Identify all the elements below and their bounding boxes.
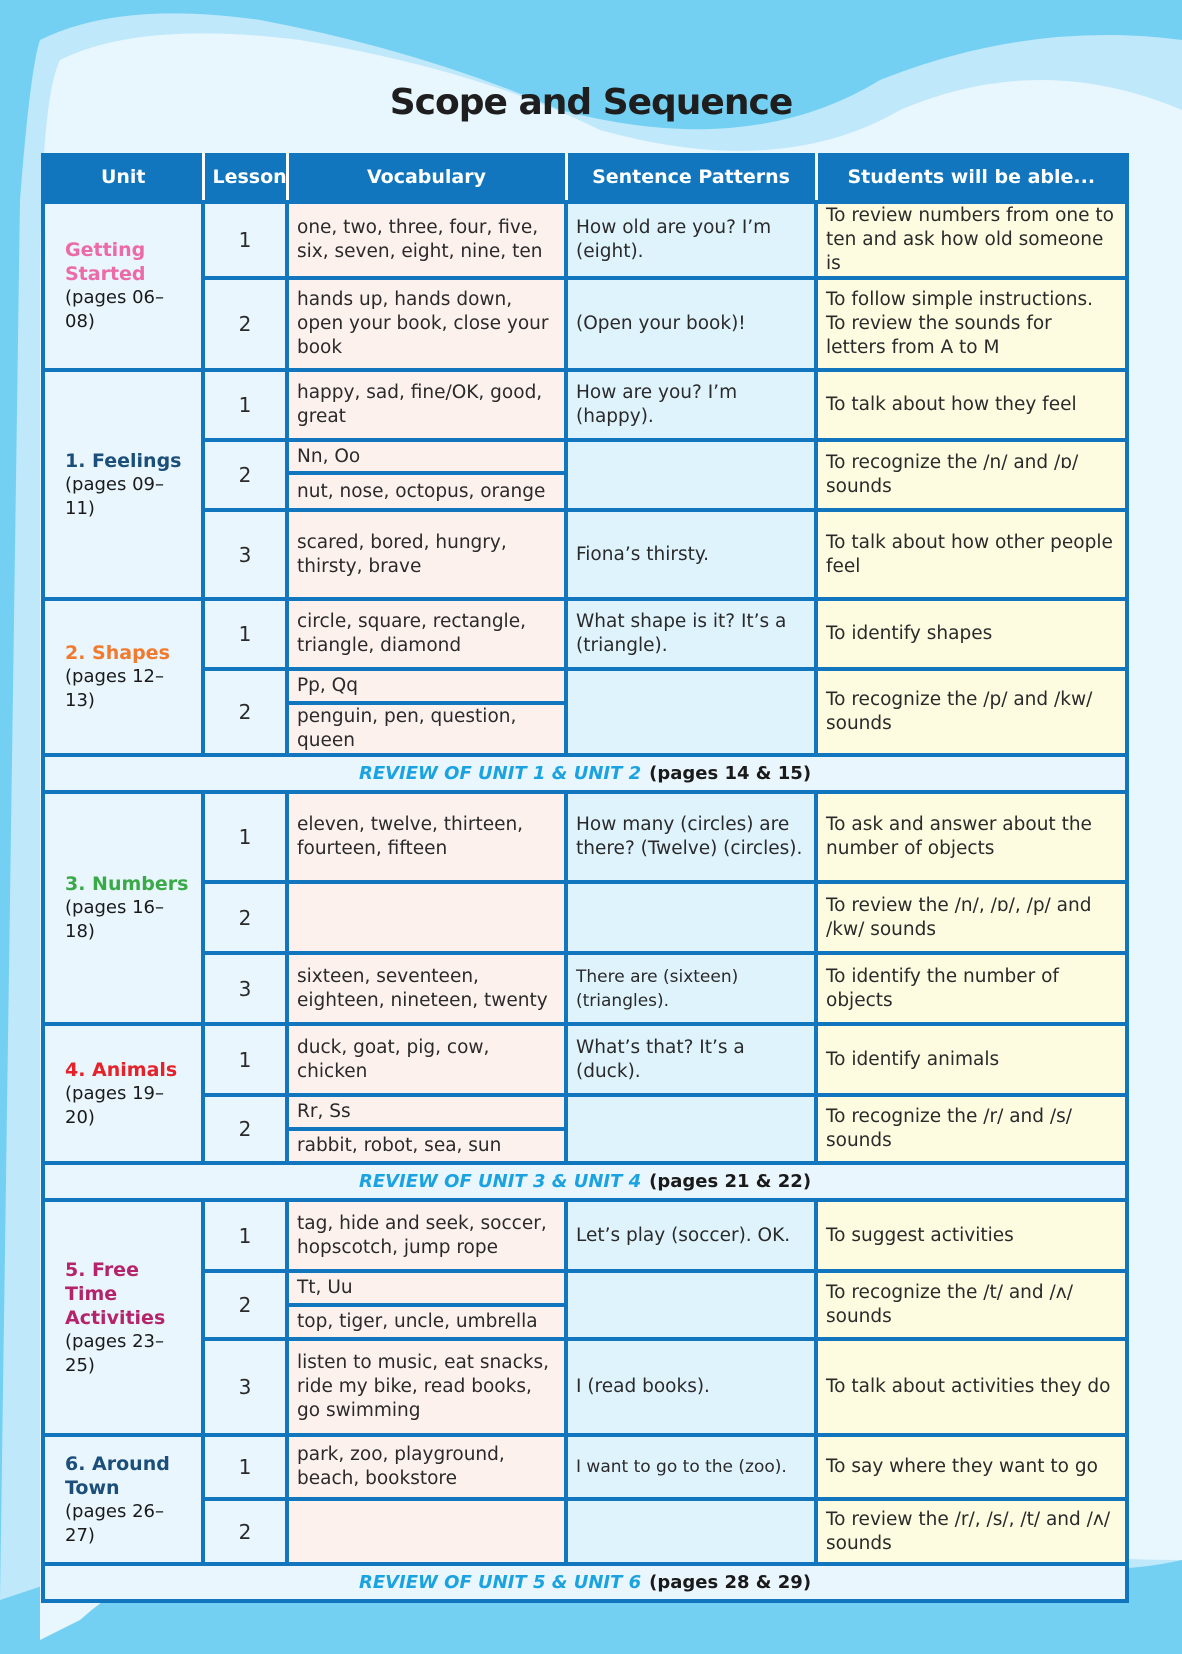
unit-pages: (pages 12–13) (65, 666, 164, 711)
unit-animals (43, 1024, 203, 1163)
lesson-number: 1 (203, 792, 287, 882)
lesson-number: 2 (203, 440, 287, 510)
vocabulary-cell: one, two, three, four, five, six, seven, eight, nine, ten (287, 202, 566, 278)
lesson-number: 1 (203, 370, 287, 440)
vocabulary-cell: tag, hide and seek, soccer, hopscotch, jump rope (287, 1200, 566, 1271)
header-row (43, 153, 1127, 202)
unit-name: 6. Around Town (65, 1452, 170, 1499)
unit-name: Getting Started (65, 239, 146, 285)
unit-pages: (pages 26–27) (65, 1500, 164, 1546)
unit-name: 3. Numbers (65, 873, 189, 895)
objective-cell: To recognize the /p/ and /kw/ sounds (816, 669, 1127, 755)
objective-cell: To recognize the /r/ and /s/ sounds (816, 1095, 1127, 1163)
vocabulary-cell: top, tiger, uncle, umbrella (287, 1305, 566, 1339)
lesson-number: 2 (203, 1499, 287, 1564)
letters-cell: Rr, Ss (287, 1095, 566, 1129)
review-label: REVIEW OF UNIT 1 & UNIT 2 (358, 762, 642, 784)
unit-name: 5. Free Time Activities (65, 1258, 166, 1329)
scope-sequence-table (41, 153, 1129, 1603)
table-row (43, 1200, 1127, 1271)
sentence-pattern-cell: There are (sixteen) (triangles). (566, 953, 816, 1024)
sentence-pattern-cell: I (read books). (566, 1339, 816, 1435)
unit-pages: (pages 09–11) (65, 473, 164, 519)
vocabulary-cell: listen to music, eat snacks, ride my bike, read books, go swimming (287, 1339, 566, 1435)
sentence-pattern-cell (566, 669, 816, 755)
vocabulary-cell: rabbit, robot, sea, sun (287, 1129, 566, 1163)
table-row (43, 669, 1127, 703)
vocabulary-cell (287, 1499, 566, 1564)
sentence-pattern-cell (566, 1499, 816, 1564)
objective-cell: To suggest activities (816, 1200, 1127, 1271)
sentence-pattern-cell (566, 1271, 816, 1339)
objective-cell: To review the /n/, /ɒ/, /p/ and /kw/ sounds (816, 882, 1127, 953)
sentence-pattern-cell: Let’s play (soccer). OK. (566, 1200, 816, 1271)
unit-getting-started (43, 202, 203, 370)
table-row (43, 1095, 1127, 1129)
review-label: REVIEW OF UNIT 5 & UNIT 6 (358, 1571, 642, 1593)
sentence-pattern-cell: How are you? I’m (happy). (566, 370, 816, 440)
objective-cell: To identify shapes (816, 599, 1127, 669)
sentence-pattern-cell: I want to go to the (zoo). (566, 1435, 816, 1499)
vocabulary-cell: penguin, pen, question, queen (287, 703, 566, 755)
header-lesson: Lesson (203, 153, 287, 202)
unit-free-time-activities (43, 1200, 203, 1435)
review-row (43, 755, 1127, 792)
header-unit: Unit (43, 153, 203, 202)
lesson-number: 3 (203, 510, 287, 599)
unit-around-town (43, 1435, 203, 1564)
lesson-number: 1 (203, 202, 287, 278)
unit-pages: (pages 06–08) (65, 287, 164, 332)
lesson-number: 2 (203, 882, 287, 953)
lesson-number: 2 (203, 1271, 287, 1339)
vocabulary-cell: happy, sad, fine/OK, good, great (287, 370, 566, 440)
review-pages: (pages 14 & 15) (649, 762, 812, 784)
table-row (43, 510, 1127, 599)
lesson-number: 1 (203, 1024, 287, 1095)
vocabulary-cell: eleven, twelve, thirteen, fourteen, fifteen (287, 792, 566, 882)
unit-name: 4. Animals (65, 1058, 178, 1081)
objective-cell: To recognize the /n/ and /ɒ/ sounds (816, 440, 1127, 510)
table-row (43, 1339, 1127, 1435)
header-vocabulary: Vocabulary (287, 153, 566, 202)
review-pages: (pages 21 & 22) (649, 1170, 812, 1192)
objective-cell: To identify animals (816, 1024, 1127, 1095)
vocabulary-cell: duck, goat, pig, cow, chicken (287, 1024, 566, 1095)
unit-name: 1. Feelings (65, 449, 182, 472)
table-row (43, 599, 1127, 669)
objective-cell: To follow simple instructions. To review the sounds for letters from A to M (816, 278, 1127, 370)
table-row (43, 278, 1127, 370)
unit-numbers (43, 792, 203, 1024)
sentence-pattern-cell: What’s that? It’s a (duck). (566, 1024, 816, 1095)
letters-cell: Nn, Oo (287, 440, 566, 473)
lesson-number: 2 (203, 1095, 287, 1163)
vocabulary-cell: hands up, hands down, open your book, close your book (287, 278, 566, 370)
letters-cell: Pp, Qq (287, 669, 566, 703)
review-pages: (pages 28 & 29) (649, 1571, 812, 1593)
table-row (43, 953, 1127, 1024)
vocabulary-cell: sixteen, seventeen, eighteen, nineteen, twenty (287, 953, 566, 1024)
lesson-number: 1 (203, 1435, 287, 1499)
objective-cell: To talk about how other people feel (816, 510, 1127, 599)
table-row (43, 1271, 1127, 1305)
objective-cell: To identify the number of objects (816, 953, 1127, 1024)
table-row (43, 792, 1127, 882)
sentence-pattern-cell: (Open your book)! (566, 278, 816, 370)
page-title: Scope and Sequence (389, 82, 793, 123)
vocabulary-cell: scared, bored, hungry, thirsty, brave (287, 510, 566, 599)
table-row (43, 1499, 1127, 1564)
unit-name: 2. Shapes (65, 642, 170, 664)
sentence-pattern-cell: Fiona’s thirsty. (566, 510, 816, 599)
review-row (43, 1564, 1127, 1601)
lesson-number: 2 (203, 669, 287, 755)
sentence-pattern-cell (566, 882, 816, 953)
table-row (43, 202, 1127, 278)
lesson-number: 2 (203, 278, 287, 370)
unit-shapes (43, 599, 203, 755)
sentence-pattern-cell (566, 440, 816, 510)
table-row (43, 1024, 1127, 1095)
unit-feelings (43, 370, 203, 599)
header-students-will-be-able: Students will be able... (816, 153, 1127, 202)
unit-pages: (pages 16–18) (65, 897, 164, 942)
sentence-pattern-cell (566, 1095, 816, 1163)
sentence-pattern-cell: What shape is it? It’s a (triangle). (566, 599, 816, 669)
objective-cell: To talk about activities they do (816, 1339, 1127, 1435)
objective-cell: To recognize the /t/ and /ʌ/ sounds (816, 1271, 1127, 1339)
objective-cell: To ask and answer about the number of objects (816, 792, 1127, 882)
unit-pages: (pages 19–20) (65, 1082, 164, 1128)
letters-cell: Tt, Uu (287, 1271, 566, 1305)
table-row (43, 370, 1127, 440)
vocabulary-cell: park, zoo, playground, beach, bookstore (287, 1435, 566, 1499)
lesson-number: 1 (203, 1200, 287, 1271)
objective-cell: To review the /r/, /s/, /t/ and /ʌ/ sounds (816, 1499, 1127, 1564)
vocabulary-cell: nut, nose, octopus, orange (287, 473, 566, 510)
sentence-pattern-cell: How many (circles) are there? (Twelve) (circles). (566, 792, 816, 882)
table-row (43, 882, 1127, 953)
objective-cell: To talk about how they feel (816, 370, 1127, 440)
vocabulary-cell: circle, square, rectangle, triangle, diamond (287, 599, 566, 669)
review-row (43, 1163, 1127, 1200)
header-sentence-patterns: Sentence Patterns (566, 153, 816, 202)
lesson-number: 3 (203, 1339, 287, 1435)
vocabulary-cell (287, 882, 566, 953)
table-row (43, 440, 1127, 473)
objective-cell: To review numbers from one to ten and ask how old someone is (816, 202, 1127, 278)
sentence-pattern-cell: How old are you? I’m (eight). (566, 202, 816, 278)
lesson-number: 1 (203, 599, 287, 669)
lesson-number: 3 (203, 953, 287, 1024)
unit-pages: (pages 23–25) (65, 1330, 164, 1376)
review-label: REVIEW OF UNIT 3 & UNIT 4 (358, 1170, 642, 1192)
table-row (43, 1435, 1127, 1499)
objective-cell: To say where they want to go (816, 1435, 1127, 1499)
